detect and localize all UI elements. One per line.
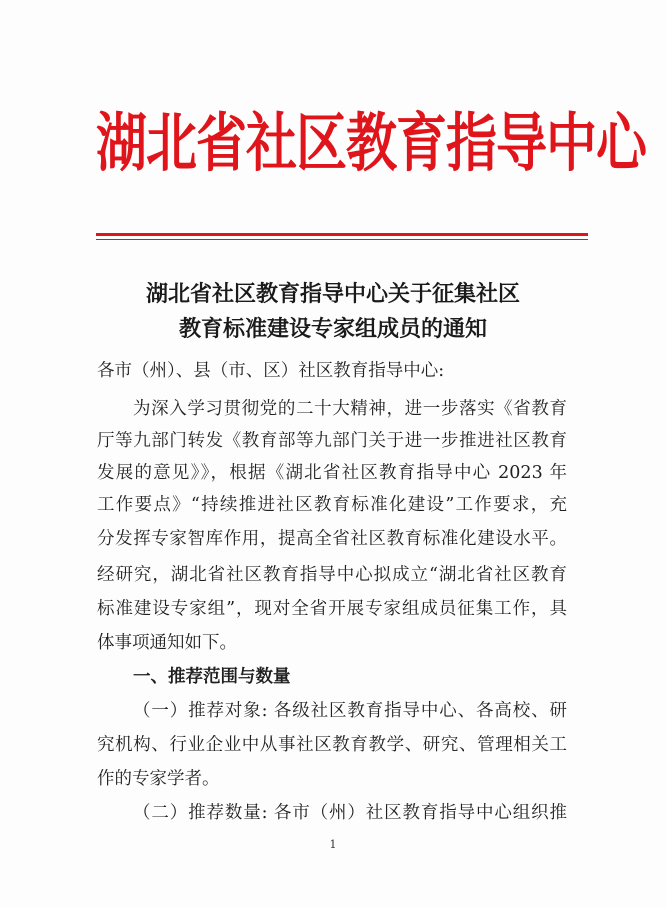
paragraph-1-line: 为深入学习贯彻党的二十大精神，进一步落实《省教育	[133, 399, 567, 419]
item-1-line: （一）推荐对象: 各级社区教育指导中心、各高校、研	[133, 701, 567, 721]
item-1-line: 究机构、行业企业中从事社区教育教学、研究、管理相关工	[97, 735, 567, 755]
paragraph-1-line: 标准建设专家组”，现对全省开展专家组成员征集工作，具	[97, 599, 567, 619]
paragraph-1-line: 体事项通知如下。	[97, 633, 237, 653]
notice-title-line-2: 教育标准建设专家组成员的通知	[178, 317, 487, 342]
notice-title-line-1: 湖北省社区教育指导中心关于征集社区	[145, 282, 520, 307]
item-2-line: （二）推荐数量: 各市（州）社区教育指导中心组织推	[133, 803, 567, 823]
paragraph-1-line: 经研究，湖北省社区教育指导中心拟成立“湖北省社区教育	[97, 565, 567, 585]
org-masthead: 湖北省社区教育指导中心	[96, 107, 647, 182]
red-divider-thick	[96, 233, 588, 236]
paragraph-1-line: 分发挥专家智库作用，提高全省社区教育标准化建设水平。	[97, 529, 567, 549]
paragraph-1-line: 工作要点》“持续推进社区教育标准化建设”工作要求，充	[97, 495, 567, 515]
red-divider-thin	[96, 239, 588, 240]
item-1-line: 作的专家学者。	[97, 769, 220, 789]
paragraph-1-line: 厅等九部门转发《教育部等九部门关于进一步推进社区教育	[97, 431, 567, 451]
page-number: 1	[329, 838, 337, 851]
paragraph-1-line: 发展的意见》》，根据《湖北省社区教育指导中心 2023 年	[97, 463, 567, 483]
salutation: 各市（州）、县（市、区）社区教育指导中心:	[97, 361, 445, 381]
section-1-heading: 一、推荐范围与数量	[133, 667, 291, 687]
